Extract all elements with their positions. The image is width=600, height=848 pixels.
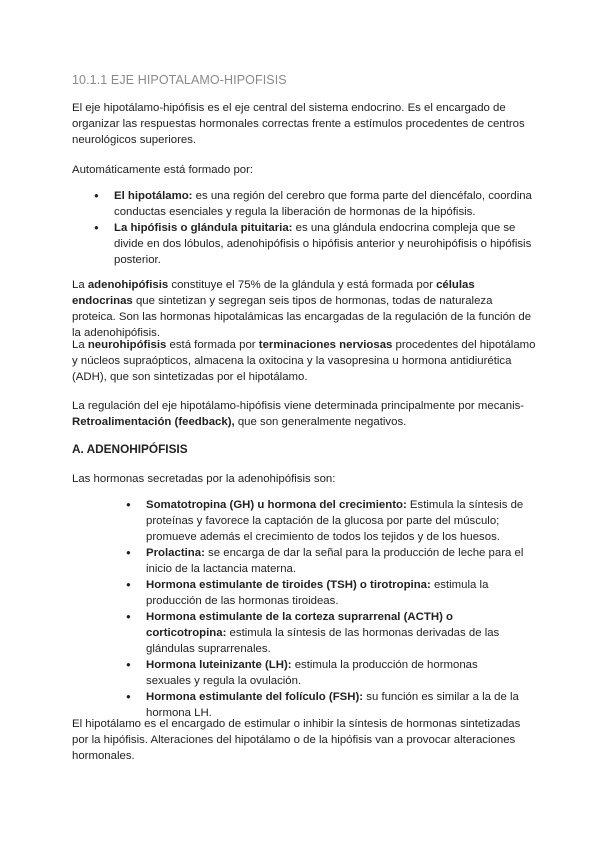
list-item: ● Hormona estimulante de tiroides (TSH) o tirotropina: estimula la producción de las hormonas tiroideas. bbox=[124, 577, 524, 609]
list-item-text: es una glándula endocrina compleja que se divide en dos lóbulos, adenohipófisis o hipófisis anterior y neurohipófisis o hipófisis posterior. bbox=[114, 222, 532, 266]
list-item-term: El hipotálamo: bbox=[114, 190, 193, 202]
neurohipofisis-paragraph: La neurohipófisis está formada por terminaciones nerviosas procedentes del hipotálamo y núcleos supraópticos, almacena la oxitocina y la vasopresina u hormona antidiurética (ADH), que son sintetizadas por el hipotálamo. bbox=[72, 339, 536, 383]
list-item-text: es una región del cerebro que forma parte del diencéfalo, coordina conductas esenciales y regula la liberación de hormonas de la hipófisis. bbox=[114, 190, 532, 218]
list-item: ● Hormona luteinizante (LH): estimula la producción de hormonas sexuales y regula la ovulación. bbox=[124, 657, 524, 689]
list-item bbox=[92, 188, 536, 220]
list-item: ● Hormona estimulante del folículo (FSH): su función es similar a la de la hormona LH. bbox=[124, 689, 524, 721]
list-item bbox=[92, 220, 536, 268]
list-item: ● Somatotropina (GH) u hormona del crecimiento: Estimula la síntesis de proteínas y favorece la captación de la glucosa por parte del músculo; promueve además el crecimiento de todos los tejidos y de los huesos. bbox=[124, 497, 524, 545]
adenohipofisis-paragraph: La adenohipófisis constituye el 75% de la glándula y está formada por células endocrinas que sintetizan y segregan seis tipos de hormonas, todas de naturaleza proteica. Son las hormonas hipotalámicas las encargadas de la regulación de la función de la adenohipófisis. bbox=[72, 279, 532, 339]
hormones-intro: Las hormonas secretadas por la adenohipófisis son: bbox=[72, 473, 336, 485]
list-item: ● Prolactina: se encarga de dar la señal para la producción de leche para el inicio de la lactancia materna. bbox=[124, 545, 524, 577]
closing-paragraph: El hipotálamo es el encargado de estimular o inhibir la síntesis de hormonas sintetizadas por la hipófisis. Alteraciones del hipotálamo o de la hipófisis van a provocar alteraciones hormonales. bbox=[72, 718, 521, 762]
list-item: ● Hormona estimulante de la corteza suprarrenal (ACTH) o corticotropina: estimula la síntesis de las hormonas derivadas de las glándulas suprarrenales. bbox=[124, 609, 524, 657]
intro-paragraph: El eje hipotálamo-hipófisis es el eje central del sistema endocrino. Es el encargado de organizar las respuestas hormonales correctas frente a estímulos procedentes de centros neurológicos superiores. bbox=[72, 102, 525, 146]
hormones-list bbox=[124, 497, 524, 721]
section-a-title: A. ADENOHIPÓFISIS bbox=[72, 442, 188, 456]
formed-by-line: Automáticamente está formado por: bbox=[72, 164, 254, 176]
regulation-paragraph: La regulación del eje hipotálamo-hipófisis viene determinada principalmente por mecanis- Retroalimentación (feedback), que son generalmente negativos. bbox=[72, 400, 525, 428]
components-list bbox=[92, 188, 536, 268]
list-item-term: La hipófisis o glándula pituitaria: bbox=[114, 222, 293, 234]
section-heading: 10.1.1 EJE HIPOTALAMO-HIPOFISIS bbox=[72, 73, 287, 87]
